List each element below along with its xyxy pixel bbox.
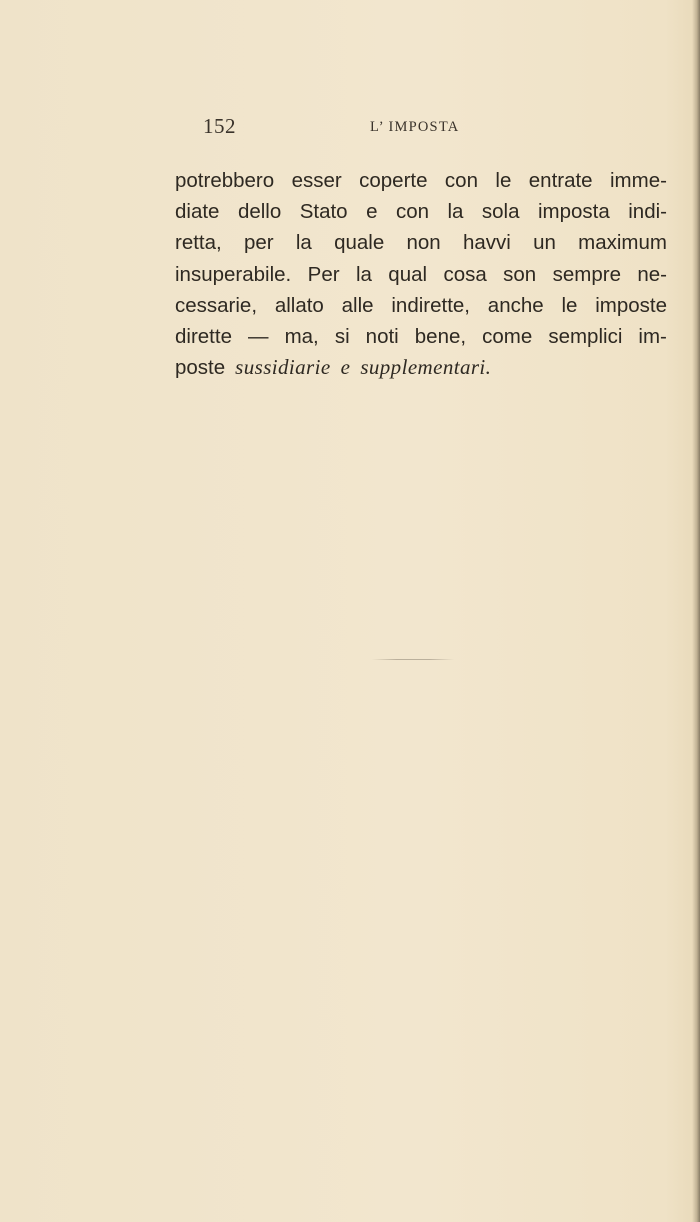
word: dello <box>237 200 282 224</box>
word: potrebbero <box>175 169 275 192</box>
word: Stato <box>299 200 348 224</box>
word: e <box>366 200 378 224</box>
word: le <box>561 293 578 317</box>
word: imposta <box>537 200 610 224</box>
word: dirette <box>175 324 232 348</box>
word: imposte <box>595 293 667 317</box>
italic-word: e <box>340 355 351 380</box>
section-divider-rule <box>372 659 454 660</box>
word: le <box>495 169 512 192</box>
word: ma, <box>284 324 319 348</box>
word: alle <box>341 293 374 317</box>
italic-word: sussidiarie <box>235 355 331 380</box>
word: coperte <box>359 169 428 192</box>
text-line <box>175 259 667 290</box>
text-line <box>175 352 667 383</box>
page-header <box>203 114 673 144</box>
word: cessarie, <box>175 293 258 317</box>
word: havvi <box>462 231 511 255</box>
word: come <box>482 324 533 348</box>
word: la <box>295 231 312 255</box>
word: cosa <box>443 262 487 286</box>
text-line <box>175 165 667 196</box>
word: quale <box>334 231 385 255</box>
text-line <box>175 321 667 352</box>
text-line <box>175 290 667 321</box>
word: — <box>248 324 269 348</box>
word: maximum <box>578 231 667 255</box>
word: sempre <box>552 262 621 286</box>
text-line <box>175 227 667 258</box>
word: un <box>533 231 556 255</box>
word: indi- <box>628 200 667 224</box>
word: anche <box>487 293 544 317</box>
word: si <box>334 324 350 348</box>
word: con <box>444 169 478 192</box>
word: qual <box>388 262 428 286</box>
word: entrate <box>528 169 593 192</box>
word: la <box>355 262 372 286</box>
word: allato <box>274 293 324 317</box>
word: Per <box>307 262 340 286</box>
italic-word: supplementari. <box>360 355 492 380</box>
word: insuperabile. <box>175 262 292 286</box>
word: im- <box>638 324 667 348</box>
word: ne- <box>637 262 667 286</box>
word: per <box>243 231 274 255</box>
word: esser <box>291 169 342 192</box>
word: non <box>406 231 441 255</box>
word: imme- <box>610 169 667 192</box>
word: noti <box>365 324 399 348</box>
word: con <box>395 200 429 224</box>
word: diate <box>175 200 220 224</box>
word: sola <box>481 200 520 224</box>
word: indirette, <box>391 293 470 317</box>
word: bene, <box>414 324 467 348</box>
page-edge-shadow <box>692 0 700 1222</box>
word: retta, <box>175 231 222 255</box>
word: poste <box>175 356 226 380</box>
running-head: L’ IMPOSTA <box>370 119 460 135</box>
page-number: 152 <box>203 114 236 138</box>
text-line <box>175 196 667 227</box>
body-paragraph <box>175 165 667 383</box>
word: son <box>503 262 537 286</box>
word: semplici <box>548 324 623 348</box>
word: la <box>447 200 464 224</box>
